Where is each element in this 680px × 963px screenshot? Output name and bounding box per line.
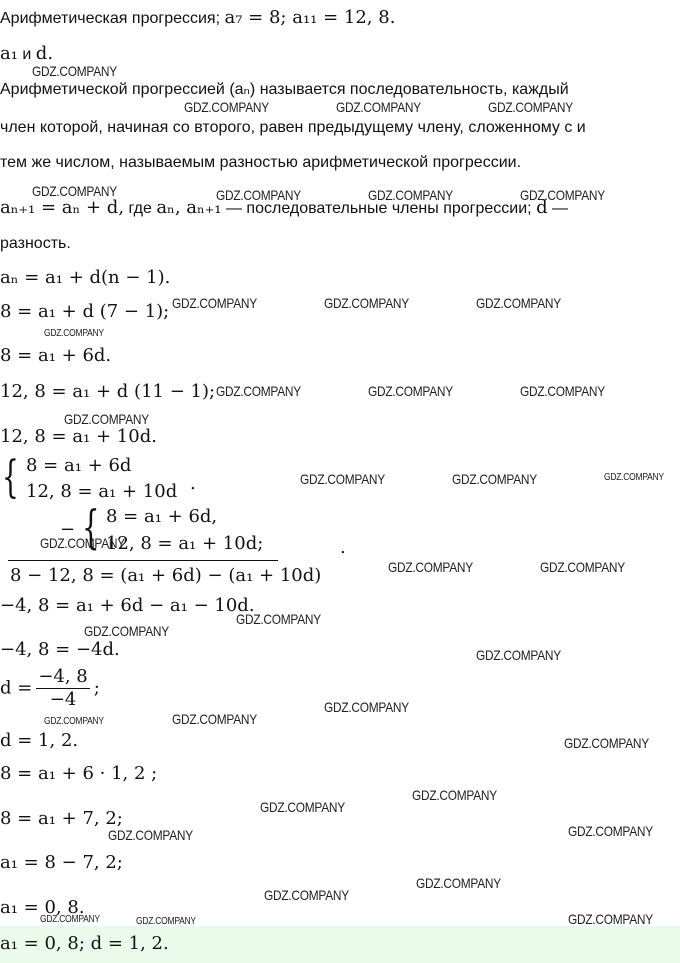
watermark: GDZ.COMPANY [324,699,409,715]
task-find [0,44,53,65]
find-d: d. [35,43,54,64]
answer-text: a₁ = 0, 8; d = 1, 2. [0,933,169,954]
watermark: GDZ.COMPANY [40,914,100,925]
step-a11: 12, 8 = a₁ + d (11 − 1); [0,381,216,402]
system1-dot: . [190,473,196,494]
system1-brace: { [2,452,19,503]
watermark: GDZ.COMPANY [416,875,501,891]
watermark: GDZ.COMPANY [44,328,104,339]
subtraction-line [8,560,278,561]
system2-eq2: 12, 8 = a₁ + 10d; [106,533,264,554]
watermark: GDZ.COMPANY [32,183,117,199]
fraction-semicolon: ; [93,677,100,699]
step-substitute: 8 = a₁ + 6 · 1, 2 ; [0,763,158,784]
watermark: GDZ.COMPANY [236,611,321,627]
watermark: GDZ.COMPANY [412,787,497,803]
watermark: GDZ.COMPANY [184,99,269,115]
fraction-left: d = [0,677,33,699]
watermark: GDZ.COMPANY [40,535,125,551]
formula-raznost: разность. [0,235,71,252]
step-subtraction: 8 − 12, 8 = (a₁ + 6d) − (a₁ + 10d) [10,565,322,586]
system2-minus: − [60,519,76,540]
watermark: GDZ.COMPANY [216,187,301,203]
find-and: и [22,46,32,63]
watermark: GDZ.COMPANY [136,916,196,927]
watermark: GDZ.COMPANY [84,623,169,639]
find-a1: a₁ [0,43,18,64]
definition-line-1: Арифметической прогрессией (aₙ) называется последовательность, каждый [0,81,569,98]
task-text: Арифметическая прогрессия; [0,10,221,27]
fraction [36,666,89,711]
watermark: GDZ.COMPANY [108,827,193,843]
watermark: GDZ.COMPANY [172,295,257,311]
formula-dash: — [552,200,569,217]
watermark: GDZ.COMPANY [32,63,117,79]
system1-eq2: 12, 8 = a₁ + 10d [26,481,178,502]
step-general-formula: aₙ = a₁ + d(n − 1). [0,267,171,288]
system2-eq1: 8 = a₁ + 6d, [106,506,218,527]
step-reduced: −4, 8 = −4d. [0,639,120,660]
system2-dot: . [340,537,346,558]
watermark: GDZ.COMPANY [388,559,473,575]
watermark: GDZ.COMPANY [260,799,345,815]
watermark: GDZ.COMPANY [368,383,453,399]
watermark: GDZ.COMPANY [324,295,409,311]
formula-d: d [536,197,548,218]
definition-line-3: тем же числом, называемым разностью арифметической прогрессии. [0,154,522,171]
watermark: GDZ.COMPANY [568,911,653,927]
watermark: GDZ.COMPANY [172,711,257,727]
watermark: GDZ.COMPANY [564,735,649,751]
watermark: GDZ.COMPANY [476,647,561,663]
formula-recurrence: aₙ₊₁ = aₙ + d, [0,197,125,218]
watermark: GDZ.COMPANY [44,716,104,727]
watermark: GDZ.COMPANY [488,99,573,115]
task-math: a₇ = 8; a₁₁ = 12, 8. [224,7,396,28]
definition-line-2: член которой, начиная со второго, равен предыдущему члену, сложенному с и [0,119,586,136]
step-a11-simplified: 12, 8 = a₁ + 10d. [0,426,157,447]
watermark: GDZ.COMPANY [264,887,349,903]
task-statement [0,8,395,29]
watermark: GDZ.COMPANY [64,411,149,427]
formula-terms: aₙ, aₙ₊₁ [156,197,222,218]
fraction-numerator: −4, 8 [38,666,88,687]
formula-where: где [128,200,152,217]
step-d-value: d = 1, 2. [0,730,79,751]
watermark: GDZ.COMPANY [336,99,421,115]
fraction-denominator: −4 [49,689,77,710]
step-fraction [0,666,100,711]
watermark: GDZ.COMPANY [476,295,561,311]
formula-desc: — последовательные члены прогрессии; [225,200,532,217]
watermark: GDZ.COMPANY [216,383,301,399]
system1-eq1: 8 = a₁ + 6d [26,455,132,476]
watermark: GDZ.COMPANY [368,187,453,203]
step-a1-expr: a₁ = 8 − 7, 2; [0,852,123,873]
watermark: GDZ.COMPANY [520,187,605,203]
step-a1-value: a₁ = 0, 8. [0,897,85,918]
watermark: GDZ.COMPANY [540,559,625,575]
watermark: GDZ.COMPANY [300,471,385,487]
system2-brace: { [82,500,100,554]
watermark: GDZ.COMPANY [568,823,653,839]
step-substitute-2: 8 = a₁ + 7, 2; [0,808,123,829]
step-a7: 8 = a₁ + d (7 − 1); [0,301,170,322]
watermark: GDZ.COMPANY [604,472,664,483]
step-a7-simplified: 8 = a₁ + 6d. [0,345,112,366]
step-expand: −4, 8 = a₁ + 6d − a₁ − 10d. [0,595,255,616]
watermark: GDZ.COMPANY [452,471,537,487]
watermark: GDZ.COMPANY [520,383,605,399]
